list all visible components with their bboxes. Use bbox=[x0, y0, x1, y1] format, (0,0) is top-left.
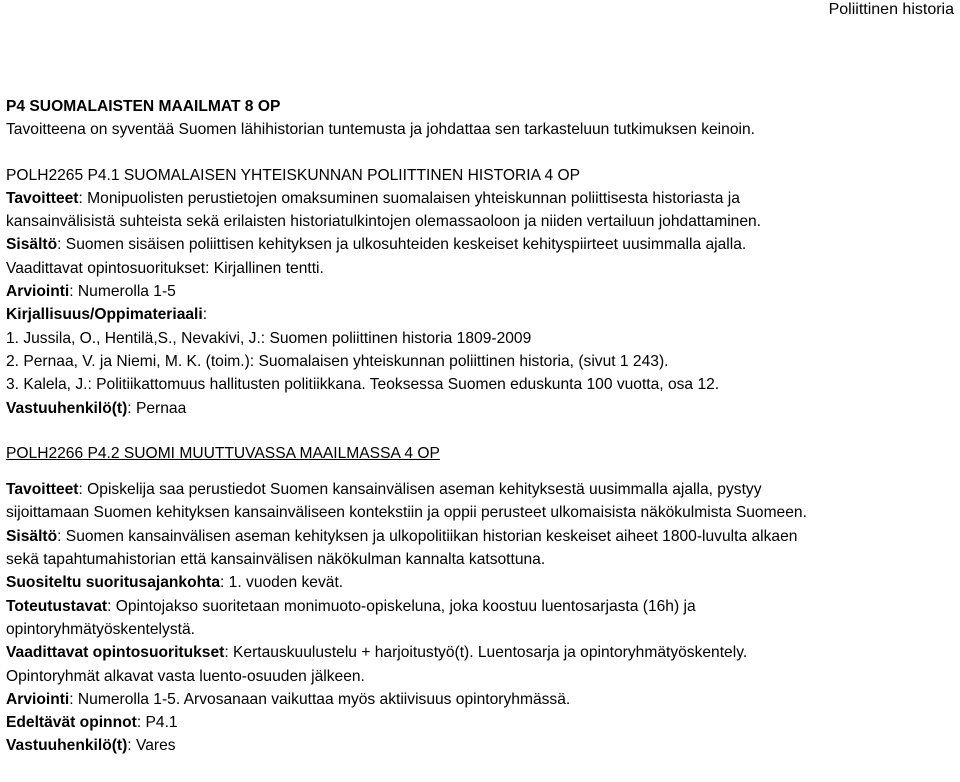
content-label: Sisältö bbox=[6, 527, 58, 545]
method-label: Toteutustavat bbox=[6, 597, 108, 615]
goals-text: : Monipuolisten perustietojen omaksuminen suomalaisen yhteiskunnan poliittisesta historiasta ja bbox=[78, 189, 740, 207]
grading-label: Arviointi bbox=[6, 690, 70, 708]
prereq-text: : P4.1 bbox=[136, 714, 178, 732]
literature-item: 1. Jussila, O., Hentilä,S., Nevakivi, J.: Suomen poliittinen historia 1809-2009 bbox=[6, 329, 532, 347]
method-text: : Opintojakso suoritetaan monimuoto-opiskeluna, joka koostuu luentosarjasta (16h) ja bbox=[107, 597, 696, 615]
course-goals-cont: sijoittamaan Suomen kehityksen kansainväliseen kontekstiin ja oppii perusteet ulkomaisista näkökulmista Suomeen. bbox=[6, 504, 807, 522]
course-method bbox=[6, 595, 954, 618]
timing-text: : 1. vuoden kevät. bbox=[220, 574, 344, 592]
goals-label: Tavoitteet bbox=[6, 481, 79, 499]
responsible-label: Vastuuhenkilö(t) bbox=[6, 737, 128, 755]
required-text: : Kertauskuulustelu + harjoitustyö(t). Luentosarja ja opintoryhmätyöskentely. bbox=[224, 644, 748, 662]
literature-item: 3. Kalela, J.: Politiikattomuus hallitusten politiikkana. Teoksessa Suomen eduskunta 100 vuotta, osa 12. bbox=[6, 376, 720, 394]
course-timing bbox=[6, 571, 954, 594]
content-text: : Suomen sisäisen poliittisen kehityksen ja ulkosuhteiden keskeiset kehityspiirteet uusimmalla ajalla. bbox=[57, 236, 747, 254]
responsible-text: : Pernaa bbox=[127, 399, 187, 417]
course-content bbox=[6, 233, 954, 256]
course-goals bbox=[6, 478, 954, 501]
section-heading: P4 SUOMALAISTEN MAAILMAT 8 OP bbox=[6, 98, 281, 115]
running-header-title: Poliittinen historia bbox=[828, 1, 954, 18]
course-goals-cont: kansainvälisistä suhteista sekä erilaisten historiatulkintojen olemassaoloon ja niiden vertailuun johdattaminen. bbox=[6, 213, 762, 231]
content-label: Sisältö bbox=[6, 236, 58, 254]
course-required: Vaadittavat opintosuoritukset: Kirjallinen tentti. bbox=[6, 259, 324, 277]
grading-text: : Numerolla 1-5 bbox=[69, 283, 176, 301]
course-content bbox=[6, 525, 954, 548]
literature-label: Kirjallisuus/Oppimateriaali bbox=[6, 306, 203, 324]
course-title: POLH2265 P4.1 SUOMALAISEN YHTEISKUNNAN POLIITTINEN HISTORIA 4 OP bbox=[6, 166, 580, 184]
timing-label: Suositeltu suoritusajankohta bbox=[6, 574, 221, 592]
course-goals bbox=[6, 187, 954, 210]
prereq-label: Edeltävät opinnot bbox=[6, 714, 137, 732]
course-method-cont: opintoryhmätyöskentelystä. bbox=[6, 620, 195, 638]
course-grading bbox=[6, 280, 954, 303]
course-title: POLH2266 P4.2 SUOMI MUUTTUVASSA MAAILMASSA 4 OP bbox=[6, 444, 440, 462]
course-prereq bbox=[6, 711, 954, 734]
grading-text: : Numerolla 1-5. Arvosanaan vaikuttaa myös aktiivisuus opintoryhmässä. bbox=[69, 690, 571, 708]
required-label: Vaadittavat opintosuoritukset bbox=[6, 644, 225, 662]
course-responsible bbox=[6, 734, 954, 757]
course-responsible bbox=[6, 397, 954, 420]
responsible-text: : Vares bbox=[127, 737, 176, 755]
document-body bbox=[6, 95, 954, 758]
literature-heading bbox=[6, 303, 954, 326]
literature-item: 2. Pernaa, V. ja Niemi, M. K. (toim.): Suomalaisen yhteiskunnan poliittinen historia, (sivut 1 243). bbox=[6, 352, 669, 370]
section-goal: Tavoitteena on syventää Suomen lähihistorian tuntemusta ja johdattaa sen tarkasteluun tutkimuksen keinoin. bbox=[6, 121, 755, 139]
goals-text: : Opiskelija saa perustiedot Suomen kansainvälisen aseman kehityksestä uusimmalla ajalla, pystyy bbox=[78, 481, 762, 499]
literature-colon: : bbox=[202, 306, 208, 324]
course-content-cont: sekä tapahtumahistorian että kansainvälisen näkökulman kannalta katsottuna. bbox=[6, 551, 546, 569]
responsible-label: Vastuuhenkilö(t) bbox=[6, 399, 128, 417]
grading-label: Arviointi bbox=[6, 283, 70, 301]
course-grading bbox=[6, 688, 954, 711]
course-required bbox=[6, 641, 954, 664]
content-text: : Suomen kansainvälisen aseman kehityksen ja ulkopolitiikan historian keskeiset aiheet 1800-luvulta alkaen bbox=[57, 527, 798, 545]
goals-label: Tavoitteet bbox=[6, 189, 79, 207]
course-required-cont: Opintoryhmät alkavat vasta luento-osuuden jälkeen. bbox=[6, 667, 365, 685]
